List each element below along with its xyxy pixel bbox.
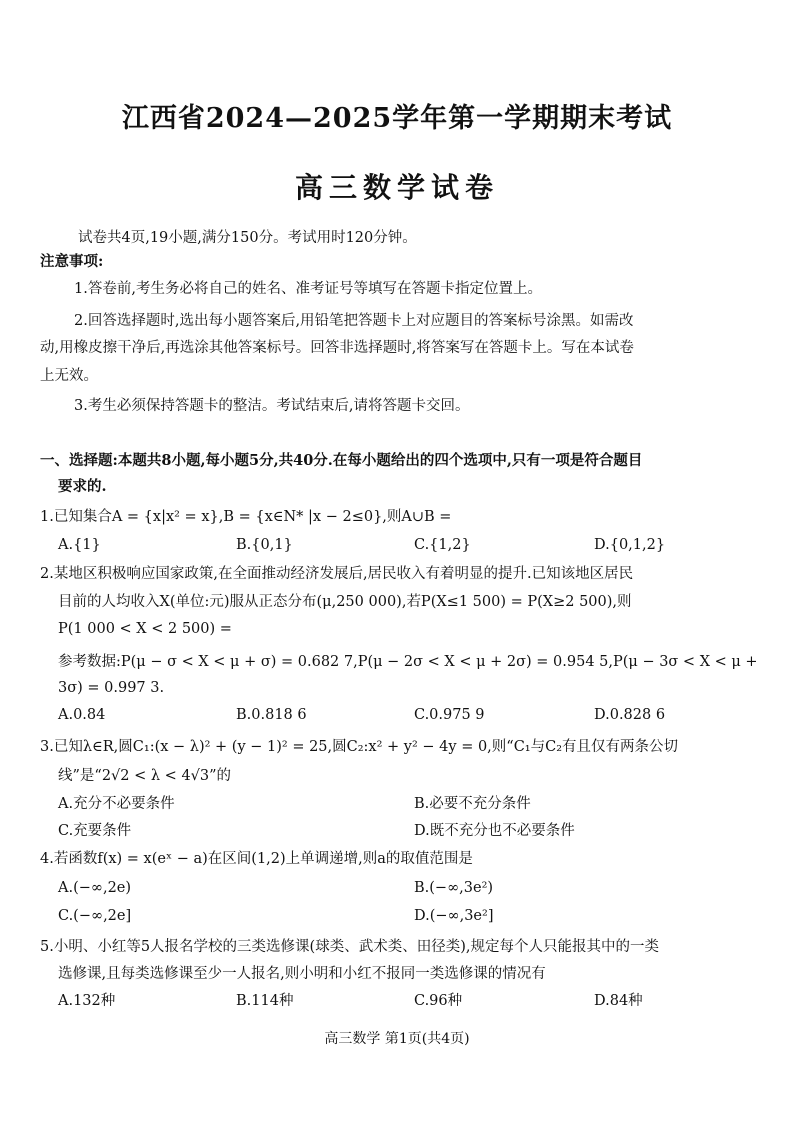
question-5-line-2: 选修课,且每类选修课至少一人报名,则小明和小红不报同一类选修课的情况有 (58, 966, 546, 982)
question-3-option-a: A.充分不必要条件 (58, 796, 175, 812)
question-3-line-1: 3.已知λ∈R,圆C₁:(x − λ)² + (y − 1)² = 25,圆C₂:x² + y² − 4y = 0,则“C₁与C₂有且仅有两条公切 (40, 739, 679, 755)
question-4-option-a: A.(−∞,2e) (58, 880, 132, 896)
question-1-stem: 1.已知集合A = {x|x² = x},B = {x∈N* |x − 2≤0},则A∪B = (40, 509, 452, 525)
question-4-option-c: C.(−∞,2e] (58, 908, 132, 924)
question-5-option-d: D.84种 (594, 993, 643, 1009)
question-2-line-1: 2.某地区积极响应国家政策,在全面推动经济发展后,居民收入有着明显的提升.已知该地区居民 (40, 566, 634, 582)
question-5-option-a: A.132种 (58, 993, 116, 1009)
note-1: 1.答卷前,考生务必将自己的姓名、准考证号等填写在答题卡指定位置上。 (74, 281, 542, 297)
question-5-option-c: C.96种 (414, 993, 463, 1009)
note-2-line-1: 2.回答选择题时,选出每小题答案后,用铅笔把答题卡上对应题目的答案标号涂黑。如需改 (74, 313, 634, 329)
question-1-option-d: D.{0,1,2} (594, 537, 666, 553)
exam-subtitle: 高三数学试卷 (294, 171, 499, 204)
note-2-line-3: 上无效。 (40, 368, 98, 384)
question-2-option-a: A.0.84 (58, 707, 106, 723)
notes-heading: 注意事项: (40, 253, 104, 270)
question-1-option-c: C.{1,2} (414, 537, 471, 553)
section-heading-line-1: 一、选择题:本题共8小题,每小题5分,共40分.在每小题给出的四个选项中,只有一项是符合题目 (40, 452, 643, 469)
question-5-option-b: B.114种 (236, 993, 294, 1009)
question-2-line-4: 参考数据:P(μ − σ < X < μ + σ) = 0.682 7,P(μ − 2σ < X < μ + 2σ) = 0.954 5,P(μ − 3σ < X < μ + (58, 654, 758, 670)
question-2-option-d: D.0.828 6 (594, 707, 666, 723)
question-3-option-c: C.充要条件 (58, 823, 132, 839)
question-2-line-5: 3σ) = 0.997 3. (58, 680, 165, 696)
question-2-option-b: B.0.818 6 (236, 707, 307, 723)
question-2-line-3: P(1 000 < X < 2 500) = (58, 621, 232, 637)
question-2-option-c: C.0.975 9 (414, 707, 485, 723)
section-heading-line-2: 要求的. (58, 478, 107, 495)
question-3-option-b: B.必要不充分条件 (414, 796, 531, 812)
question-1-option-b: B.{0,1} (236, 537, 293, 553)
question-3-line-2: 线”是“2√2 < λ < 4√3”的 (58, 768, 232, 784)
exam-title: 江西省2024—2025学年第一学期期末考试 (121, 103, 673, 134)
note-3: 3.考生必须保持答题卡的整洁。考试结束后,请将答题卡交回。 (74, 398, 470, 414)
question-3-option-d: D.既不充分也不必要条件 (414, 823, 575, 839)
question-5-line-1: 5.小明、小红等5人报名学校的三类选修课(球类、武术类、田径类),规定每个人只能报其中的一类 (40, 939, 659, 955)
note-2-line-2: 动,用橡皮擦干净后,再选涂其他答案标号。回答非选择题时,将答案写在答题卡上。写在本试卷 (40, 340, 634, 356)
page-footer: 高三数学 第1页(共4页) (324, 1031, 470, 1047)
question-4-option-b: B.(−∞,3e²) (414, 880, 494, 896)
question-4-stem: 4.若函数f(x) = x(eˣ − a)在区间(1,2)上单调递增,则a的取值范围是 (40, 851, 473, 867)
exam-intro: 试卷共4页,19小题,满分150分。考试用时120分钟。 (78, 230, 417, 246)
question-1-option-a: A.{1} (58, 537, 101, 553)
question-4-option-d: D.(−∞,3e²] (414, 908, 494, 924)
question-2-line-2: 目前的人均收入X(单位:元)服从正态分布(μ,250 000),若P(X≤1 500) = P(X≥2 500),则 (58, 594, 632, 610)
